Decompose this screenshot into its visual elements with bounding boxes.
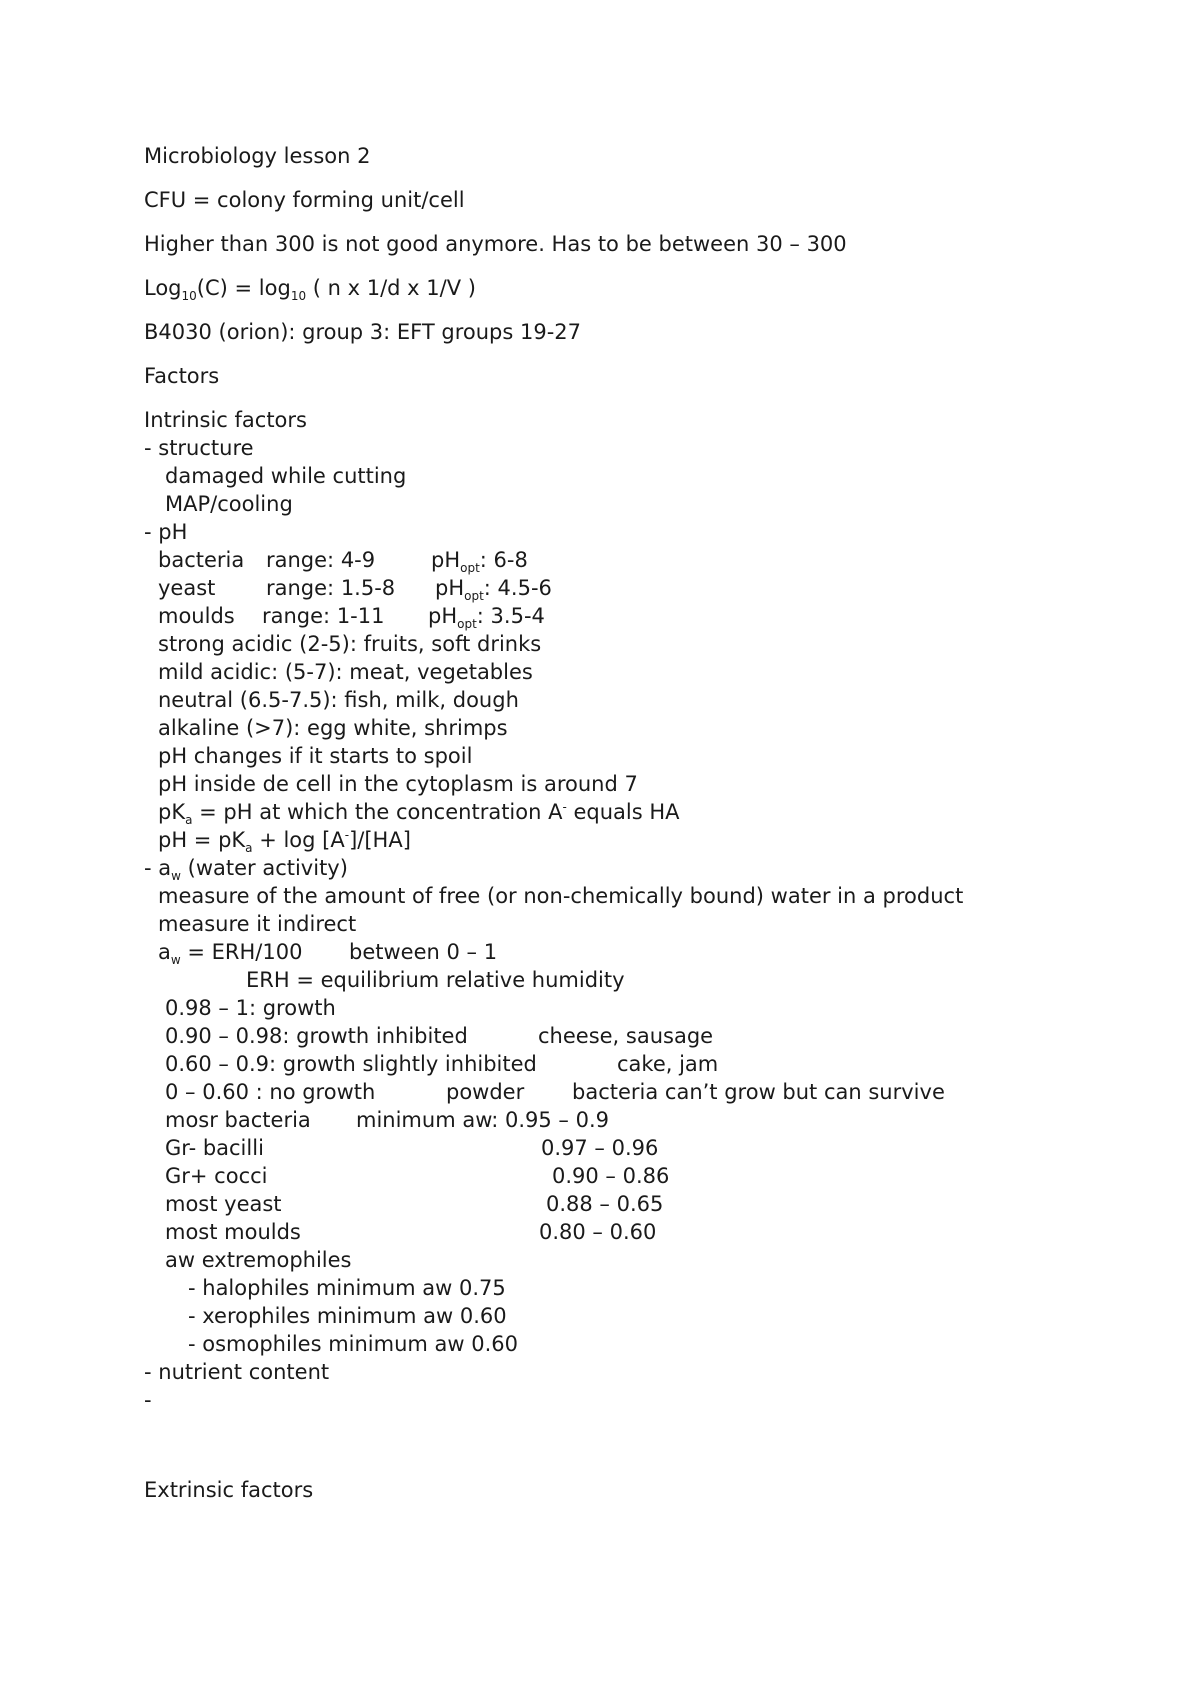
cfu-definition: CFU = colony forming unit/cell (144, 188, 465, 212)
min-aw-organism: most yeast (165, 1192, 282, 1216)
aw-level-example: powder (446, 1080, 525, 1104)
ph-note: pH changes if it starts to spoil (158, 744, 473, 768)
ph-item: - pH (144, 520, 188, 544)
aw-level: 0 – 0.60 : no growth (165, 1080, 376, 1104)
aw-level: 0.98 – 1: growth (165, 996, 336, 1020)
nutrient-item: - nutrient content (144, 1360, 330, 1384)
ph-optimum: $pH_{opt}$: 3.5-4 (428, 604, 545, 632)
henderson-equation: pH = $pK_a + \log [A^-]/[HA]$ (158, 828, 411, 856)
extremophiles-heading: aw extremophiles (165, 1248, 352, 1272)
aw-level-example: cheese, sausage (538, 1024, 714, 1048)
structure-item: - structure (144, 436, 254, 460)
erh-definition: ERH = equilibrium relative humidity (246, 968, 625, 992)
extrinsic-heading: Extrinsic factors (144, 1478, 314, 1502)
water-activity-item: - $a_w$ (water activity) (144, 856, 348, 884)
extremophile-item: - osmophiles minimum aw 0.60 (188, 1332, 519, 1356)
min-aw-value: 0.88 – 0.65 (546, 1192, 664, 1216)
min-aw-organism: most moulds (165, 1220, 301, 1244)
aw-level-note: bacteria can’t grow but can survive (572, 1080, 945, 1104)
ph-organism: bacteria (158, 548, 245, 572)
min-aw-organism: mosr bacteria (165, 1108, 311, 1132)
aw-level: 0.90 – 0.98: growth inhibited (165, 1024, 468, 1048)
ph-note: neutral (6.5-7.5): fish, milk, dough (158, 688, 519, 712)
aw-note: measure of the amount of free (or non-chemically bound) water in a product (158, 884, 964, 908)
ph-organism: yeast (158, 576, 216, 600)
ph-note: strong acidic (2-5): fruits, soft drinks (158, 632, 542, 656)
min-aw-value: minimum aw: 0.95 – 0.9 (356, 1108, 609, 1132)
factors-heading: Factors (144, 364, 220, 388)
min-aw-value: 0.80 – 0.60 (539, 1220, 657, 1244)
aw-level: 0.60 – 0.9: growth slightly inhibited (165, 1052, 537, 1076)
ph-range: range: 1-11 (262, 604, 385, 628)
extremophile-item: - xerophiles minimum aw 0.60 (188, 1304, 507, 1328)
ph-note: mild acidic: (5-7): meat, vegetables (158, 660, 533, 684)
extremophile-item: - halophiles minimum aw 0.75 (188, 1276, 506, 1300)
doc-title: Microbiology lesson 2 (144, 144, 371, 168)
intrinsic-heading: Intrinsic factors (144, 408, 307, 432)
min-aw-value: 0.97 – 0.96 (541, 1136, 659, 1160)
ph-optimum: $pH_{opt}$: 6-8 (431, 548, 528, 576)
ph-range: range: 1.5-8 (266, 576, 396, 600)
min-aw-organism: Gr+ cocci (165, 1164, 268, 1188)
log-formula: $Log_{10}(C) = \log_{10}$ ( n x 1/d x 1/V ) (144, 276, 476, 304)
room-line: B4030 (orion): group 3: EFT groups 19-27 (144, 320, 582, 344)
structure-sub-item: MAP/cooling (165, 492, 293, 516)
min-aw-value: 0.90 – 0.86 (552, 1164, 670, 1188)
aw-range: between 0 – 1 (349, 940, 498, 964)
pka-definition: $pK_a$ = pH at which the concentration A- equals HA (158, 800, 680, 828)
aw-level-example: cake, jam (617, 1052, 719, 1076)
count-range-note: Higher than 300 is not good anymore. Has to be between 30 – 300 (144, 232, 847, 256)
ph-note: pH inside de cell in the cytoplasm is around 7 (158, 772, 638, 796)
aw-equation: $a_w = ERH/100$ (158, 940, 303, 968)
ph-organism: moulds (158, 604, 235, 628)
min-aw-organism: Gr- bacilli (165, 1136, 264, 1160)
structure-sub-item: damaged while cutting (165, 464, 407, 488)
ph-optimum: $pH_{opt}$: 4.5-6 (435, 576, 552, 604)
aw-note: measure it indirect (158, 912, 357, 936)
ph-range: range: 4-9 (266, 548, 376, 572)
ph-note: alkaline (>7): egg white, shrimps (158, 716, 508, 740)
empty-list-item: - (144, 1388, 152, 1412)
